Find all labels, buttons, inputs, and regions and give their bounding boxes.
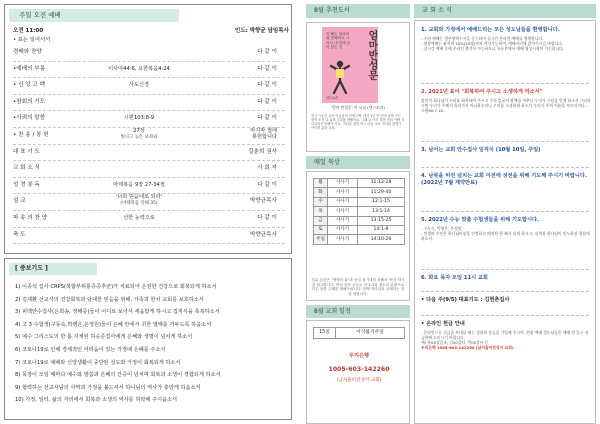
worship-title: 주일 오전 예배 xyxy=(9,9,179,22)
reading-book: 사사기 xyxy=(328,207,358,216)
bank-account: 1005-603-142260 xyxy=(328,365,390,373)
order-label: 대 표 기 도 xyxy=(13,148,40,155)
reading-book: 사사기 xyxy=(328,179,358,188)
news-item-title: 4. 남북을 비전 넘치는 교회 이전에 성전을 위해 기도해 주시기 바랍니다. (2022년 7월 계약만료) xyxy=(421,173,587,186)
news-item-body: - 구동숙, 박행은, 온정원 - 인생의 주인은 하나님이심을 인정하고 예정된 한 해가 되게 하시고, 실력과 하나님이 인도하심 경험케 하소서. xyxy=(421,225,590,241)
person-illustration-icon xyxy=(327,59,353,95)
news-item xyxy=(421,297,591,306)
book-box xyxy=(306,22,410,152)
order-label: 교 회 소 식 xyxy=(13,165,40,172)
order-person: 다 같 이 xyxy=(257,214,277,221)
order-person: 다 같 이 xyxy=(257,181,277,188)
worship-leader: 인도: 박향균 담임목사 xyxy=(235,28,289,34)
news-item xyxy=(421,89,591,113)
reading-range: 11:29-40 xyxy=(358,188,405,197)
reading-row xyxy=(314,188,405,197)
news-header: 교 회 소 식 xyxy=(414,4,596,18)
order-label: 경배와 찬양 xyxy=(13,49,42,55)
news-separator xyxy=(421,211,589,212)
news-item-title: 5. 2022년 수능 맞춤 수험생들을 위해 기도합시다. xyxy=(421,217,540,223)
news-separator xyxy=(421,141,589,142)
book-cover-title: 엄마반성문 xyxy=(366,30,377,80)
reading-header: 매일 묵상 xyxy=(306,156,410,169)
reading-book: 사사기 xyxy=(328,235,358,244)
left-column xyxy=(4,0,296,424)
book-header: 8월 추천도서 xyxy=(306,4,410,18)
prayer-item: 3) 피맥안수집사(은희송, 정해중)들이 어디로 보아서 세움받게 하시고 집직식을 축복하소서 xyxy=(15,309,220,316)
schedule-box xyxy=(306,320,410,424)
book-caption: '엄마 반성문' 이 유남 (덴스토리) xyxy=(331,105,385,110)
order-row xyxy=(13,194,285,211)
order-row xyxy=(13,95,285,112)
order-person: 다 같 이 xyxy=(257,82,277,89)
order-row xyxy=(13,111,285,128)
prayer-item: 9) 협력하는 선교사님의 사역과 가정을 붙드셔서 하나님의 역사가 충만케 하옵소서 xyxy=(15,384,201,391)
bank-name: 우리은행 xyxy=(348,353,370,359)
order-content: 사도신경 xyxy=(128,82,150,89)
order-row xyxy=(13,228,285,245)
order-person: 다 같 이 xyxy=(257,65,277,72)
reading-range: 14:1-9 xyxy=(358,225,405,234)
order-person: 사 회 자 xyxy=(257,165,277,172)
order-row xyxy=(13,62,285,79)
prayer-item: 5) 예수 그리스도의 한 몸 지체된 하승준집사에게 은혜와 생명이 넘치게 하소서 xyxy=(15,334,193,341)
order-person: 길춘희 권사 xyxy=(248,148,277,155)
reading-day: 화 xyxy=(314,188,328,197)
order-person: 마지막 절에 봉헌합니다 xyxy=(250,127,277,140)
bank-holder: (남서울비전성지 교회) xyxy=(336,378,382,384)
reading-row xyxy=(314,197,405,206)
news-item xyxy=(421,147,591,156)
reading-box xyxy=(306,171,410,301)
prayer-item: 1) 이종석 집사 CRPS(복합부위통증증후군)가 치료되어 온전한 건강으로 회복되게 하소서 xyxy=(15,284,217,290)
news-item xyxy=(421,321,591,350)
order-label: •예배의 부름 xyxy=(13,65,46,72)
news-separator xyxy=(421,315,589,316)
order-content-sub: 빛나고 높은 보좌와 xyxy=(120,134,158,140)
reading-day: 금 xyxy=(314,216,328,225)
prayer-item: 10) 가정, 일터, 삶의 자리에서 회복과 소생의 역사를 허락해 주시옵소서 xyxy=(15,397,178,404)
book-publisher: 덴스토리 xyxy=(326,96,339,100)
reading-day: 목 xyxy=(314,207,328,216)
order-content: 선한 능력으로 xyxy=(123,214,155,221)
order-row xyxy=(13,178,285,195)
reading-book: 사사기 xyxy=(328,225,358,234)
order-label: 축 도 xyxy=(13,231,26,238)
schedule-row xyxy=(314,328,405,339)
order-person: 다 같 이 xyxy=(257,98,277,105)
order-content: 시편103:8-9 xyxy=(123,115,155,122)
reading-row xyxy=(314,235,405,244)
news-box xyxy=(414,20,596,424)
prayer-item: 2) 김재환 선교사의 건강회복과 담대한 믿음을 위해, 가족과 한치 교회를 보호하소서 xyxy=(15,296,204,303)
book-description: 전국 '1등의 교사 이유남의 인생고백. 대학 1년 반 만에 살짝 모든 장학 조건 다 살려 수업을 바꿨어요. 그래 나 아무 말씀 엄마 아빠 자녀교육은 바뀌어 가요. 자녀들 대하 하는 마음 교육 자녀와 관계가 아이를 위한 교육. xyxy=(311,114,405,131)
order-content: '너희 믿음대로 되라' (마태복음 강해 35) xyxy=(65,195,213,206)
book-cover-subtitle: 만 해도 엄마처럼 못해져요 그러나 내 안에 살아 있는 것 xyxy=(326,32,351,49)
book-cover xyxy=(322,27,378,103)
prayer-item: 7) 코로나19로 예배와 신앙생활이 중단된 성도와 가정이 회복되게 하소서 xyxy=(15,359,181,366)
news-separator xyxy=(421,269,589,270)
reading-table xyxy=(313,178,405,245)
order-content: 이사야44:6, 요한복음4:24 xyxy=(108,65,170,72)
intercession-title: [ 중보기도 ] xyxy=(9,263,97,275)
news-item xyxy=(421,217,591,241)
news-item-title: 3. 남서는 교회 안수집사 임직식 (10월 10일, 주일) xyxy=(421,147,541,153)
reading-range: 14:10-20 xyxy=(358,235,405,244)
news-item-body: 말씀이 하나님이 우리를 회복하여 주시고 주의 얼굴의 광채를 비추사 우리가 구원을 얻게 하소서 그러하시면 우리가 주께서 물러가지 아니하오리니 우리를 소생하게 하소서 우리가 주의 이름을 부르리이다 - 시편80:7,18 - xyxy=(421,97,591,113)
news-item-title: • 다음 주(9/5) 대표기도 : 김현춘집사 xyxy=(421,297,510,303)
reading-range: 13:15-25 xyxy=(358,216,405,225)
news-separator xyxy=(421,83,589,84)
bank-info xyxy=(307,353,411,384)
order-label: 파 송 의 찬 양 xyxy=(13,214,48,221)
order-label: •사죄의 말씀 xyxy=(13,115,46,122)
order-person: 박향균목사 xyxy=(249,198,277,205)
order-person: 다 같 이 xyxy=(257,115,277,122)
reading-row xyxy=(314,216,405,225)
order-row xyxy=(13,45,285,62)
order-content: 마태복음 9장 27-34절 xyxy=(113,181,165,188)
worship-time: 오전 11:00 xyxy=(13,28,44,34)
reading-day: 월 xyxy=(314,179,328,188)
prayer-item: 8) 목장이 모일 때마다 예수와 말씀과 은혜의 간증이 넘치며 회복과 소생이 경험되게 하소서 xyxy=(15,372,221,379)
prayer-item: 6) 코로나19로 인해 경제적인 어려움이 있는 가정에 은혜를 주소서 xyxy=(15,346,166,353)
worship-order-box xyxy=(4,4,292,254)
order-label: 성 경 봉 독 xyxy=(13,181,40,188)
news-item xyxy=(421,27,591,51)
right-column xyxy=(414,0,596,424)
order-content: 27장 빛나고 높은 보좌와 xyxy=(65,129,213,140)
reading-note: 설교 본문은 "생명의 삶"과 동일 성가대원 관해서 '묵상'하시길 권고합니다. 묵상 말씀 공부는 약 2-3장 정도의 분량으로 다른 말씀 주제를 권해드립니다. 함께 하나님과 교제하는 것을 원합니다. xyxy=(311,278,405,297)
reading-row xyxy=(314,225,405,234)
order-person: 박향균목사 xyxy=(249,231,277,238)
middle-column xyxy=(306,0,410,424)
order-label: • 신 앙 고 백 xyxy=(13,82,46,89)
intercession-list xyxy=(15,281,285,407)
reading-range: 13:1-14 xyxy=(358,207,405,216)
reading-book: 사사기 xyxy=(328,197,358,206)
news-item-title: 2. 2021년 표어 "회복하여 주시고 소생하게 하소서" xyxy=(421,89,543,95)
news-item-body: - 주천 예배는 정부방역수칙을 준수하며 실시간 온라인 예배를 병행합니다. - 현장예배는 좌석의 10%(20명)까지 착석가능하며, 예배자리에 앉아주시길 바랍니다. - 실시간 예배 중에 온라인 출석이 가능하오니 유튜브에서 예배 영상시청이 가능합니다. xyxy=(421,35,565,51)
news-item-title: 1. 교회와 가정에서 예배드리는 모든 성도님들을 환영합니다. xyxy=(421,27,560,33)
worship-note: • 표는 일어서서 xyxy=(13,37,51,43)
news-item-title: 6. 화요 목자 모임 11시 교회 xyxy=(421,275,488,281)
reading-day: 주일 xyxy=(314,235,328,244)
reading-range: 12:1-15 xyxy=(358,197,405,206)
order-row xyxy=(13,128,285,145)
schedule-table xyxy=(313,327,405,339)
reading-range: 11:12-28 xyxy=(358,179,405,188)
order-row xyxy=(13,211,285,228)
order-label: 설 교 xyxy=(13,198,26,205)
news-separator xyxy=(421,291,589,292)
order-content-sub: (마태복음 강해 35) xyxy=(120,201,158,207)
order-row xyxy=(13,78,285,95)
reading-book: 사사기 xyxy=(328,188,358,197)
reading-book: 사사기 xyxy=(328,216,358,225)
order-row xyxy=(13,145,285,162)
news-item xyxy=(421,275,591,284)
reading-day: 수 xyxy=(314,197,328,206)
news-item-title: • 온라인 헌금 안내 xyxy=(421,321,465,327)
intercession-box xyxy=(4,258,292,420)
news-item xyxy=(421,173,591,188)
order-label: •참회의 기도 xyxy=(13,98,46,105)
news-separator xyxy=(421,167,589,168)
schedule-date: 15일 xyxy=(314,328,336,339)
reading-row xyxy=(314,207,405,216)
worship-order-list xyxy=(13,45,285,244)
news-item-body: - 온라인으로 헌금을 보내실 때는 성함과 종류를 기입해 주시며, 현장 예배 성도님들은 예배 전 입구 헌금함에 드리시기 바랍니다. 예) 홍00십일조, 김00감사, 박00감사 등 우리은행 1005-603-142260 (남서울비전성지 교회) xyxy=(421,329,589,350)
order-label: • 찬 송 / 봉 헌 xyxy=(13,131,49,138)
schedule-event: 이삭줍기주일 xyxy=(336,328,405,339)
prayer-item: 4) 고 3 수험생(구동숙,박행은,온정원)들이 은혜 안에서 귀한 열매를 거두도록 하옵소서 xyxy=(15,321,212,328)
reading-row xyxy=(314,179,405,188)
order-person: 다 같 이 xyxy=(257,49,277,55)
schedule-header: 8월 교회 일정 xyxy=(306,305,410,318)
order-row xyxy=(13,161,285,178)
reading-day: 토 xyxy=(314,225,328,234)
